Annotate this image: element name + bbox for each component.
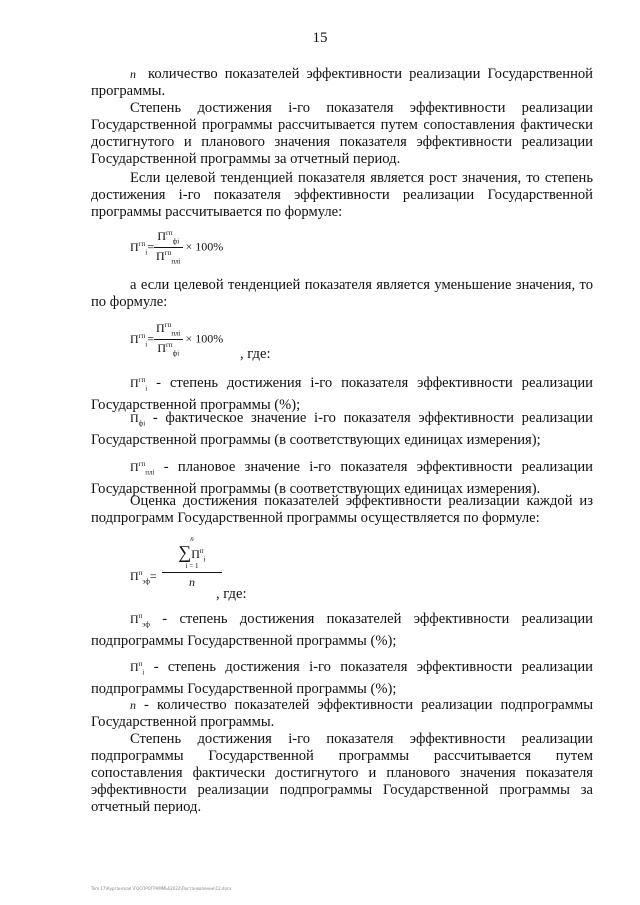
document-footer: Tom 17\Курганская \ГОСПРОГРАММЫ\2022\Постановление\12.docx [91,886,232,891]
formula-fraction: $\frac{П^{гп}_{фi}}{П^{гп}_{плi}}$ [156,229,181,266]
symbol-p: $П^{гп}_{плi}$ [130,460,155,477]
n-symbol: n [130,67,136,81]
formula-subprogram: $П^п_{эф}=$ n $\sum П^п_i$ i = 1 n [130,536,250,596]
paragraph-subprogram-formula-intro: Оценка достижения показателей эффективности реализации каждой из подпрограмм Государственной программы осуществляется по формуле: [91,493,593,526]
definition-actual-value: $П_{фi}$ - фактическое значение i-го показателя эффективности реализации Государственной программы (в соответствующих единицах измерения); [91,410,593,449]
definition-achievement: $П^{гп}_i$ - степень достижения i-го показателя эффективности реализации Государственной программы (%); [91,375,593,414]
where-label: , где: [216,586,247,602]
paragraph-growth-formula-intro: Если целевой тенденцией показателя является рост значения, то степень достижения i-го показателя эффективности реализации Государственной программы рассчитывается по формуле: [91,170,593,220]
formula-multiplier: × 100% [185,331,224,346]
formula-lhs: $П^{гп}_i$ [130,331,148,349]
formula-denominator: n [162,572,222,588]
paragraph-subprogram-achievement-method: Степень достижения i-го показателя эффективности реализации подпрограммы Государственной программы рассчитывается путем сопоставления фактически достигнутого и планового значения показателя эффективности реализации подпрограммы Государственной программы за отчетный период. [91,731,593,815]
sum-lower-limit: i = 1 [185,562,199,571]
sum-upper-limit: n [190,535,194,543]
definition-subprogram-indicator: $П^п_i$ - степень достижения i-го показателя эффективности реализации подпрограммы Государственной программы (%); [91,659,593,698]
formula-fraction: $\frac{П^{гп}_{плi}}{П^{гп}_{фi}}$ [156,321,181,358]
definition-plan-value: $П^{гп}_{плi}$ - плановое значение i-го показателя эффективности реализации Государственной программы (в соответствующих единицах измерения). [91,459,593,498]
formula-decrease: $П^{гп}_i=$ $\frac{П^{гп}_{плi}}{П^{гп}_{фi}}$ × 100% [130,321,224,358]
definition-subprogram-achievement: $П^п_{эф}$ - степень достижения показателей эффективности реализации подпрограммы Государственной программы (%); [91,611,593,650]
paragraph-achievement-method: Степень достижения i-го показателя эффективности реализации Государственной программы рассчитывается путем сопоставления фактически достигнутого и планового значения показателя эффективности реализации Государственной программы за отчетный период. [91,100,593,167]
formula-lhs: $П^{гп}_i$ [130,239,148,257]
symbol-p: $П^п_{эф}$ [130,612,150,629]
paragraph-decrease-formula-intro: а если целевой тенденцией показателя является уменьшение значения, то по формуле: [91,277,593,310]
paragraph-n-definition [91,66,593,100]
definition-subprogram-count: n - количество показателей эффективности реализации подпрограммы Государственной программы. [91,697,593,730]
n-symbol: n [130,698,136,712]
symbol-p: $П_{фi}$ [130,411,146,428]
page-number: 15 [312,30,328,46]
formula-multiplier: × 100% [185,239,224,254]
n-definition-text: количество показателей эффективности реализации Государственной программы. [91,66,593,99]
symbol-p: $П^{гп}_i$ [130,376,148,393]
sum-sign: ∑ [178,542,192,562]
symbol-p: $П^п_i$ [130,660,145,677]
formula-growth: $П^{гп}_i=$ $\frac{П^{гп}_{фi}}{П^{гп}_{плi}}$ × 100% [130,229,224,266]
where-label: , где: [240,346,271,362]
